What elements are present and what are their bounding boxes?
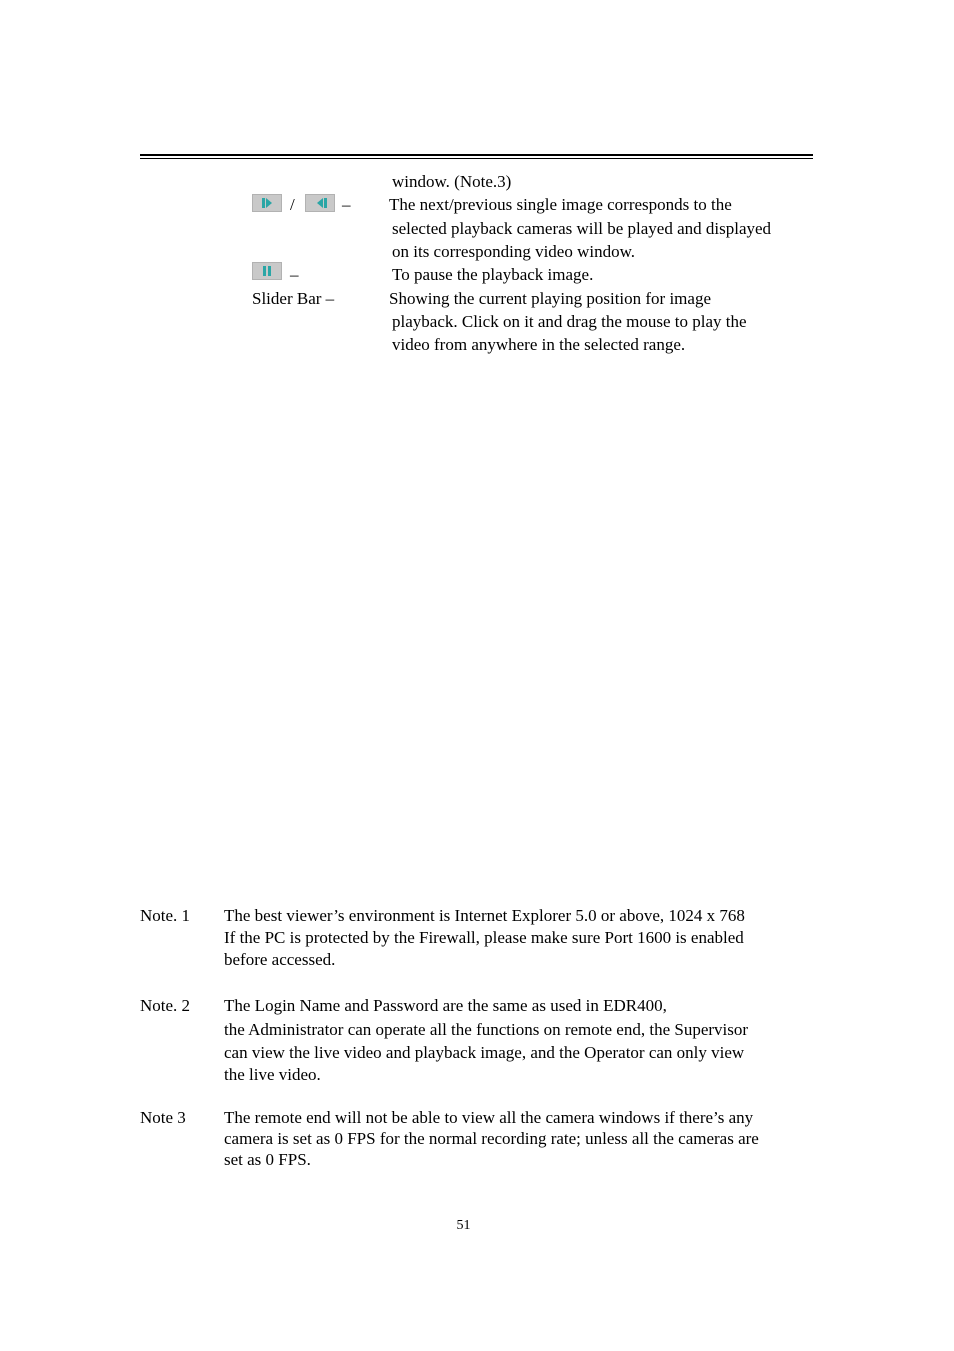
step-description-line-2: selected playback cameras will be played and displayed <box>392 219 772 238</box>
note-2-label: Note. 2 <box>140 996 191 1015</box>
page-number: 51 <box>456 1218 471 1233</box>
step-separator: / <box>290 195 295 214</box>
note-3-line-3: set as 0 FPS. <box>224 1150 311 1169</box>
note-1-line-3: before accessed. <box>224 950 336 969</box>
note-3-line-1: The remote end will not be able to view all the camera windows if there’s any <box>224 1108 754 1127</box>
note-1-line-1: The best viewer’s environment is Internet Explorer 5.0 or above, 1024 x 768 <box>224 906 745 925</box>
pause-description: To pause the playback image. <box>392 265 594 284</box>
note-1-line-2: If the PC is protected by the Firewall, please make sure Port 1600 is enabled <box>224 928 744 947</box>
step-description-line-3: on its corresponding video window. <box>392 242 636 261</box>
pause-dash: – <box>290 265 299 284</box>
note-2-line-2: the Administrator can operate all the functions on remote end, the Supervisor <box>224 1020 749 1039</box>
continued-text: window. (Note.3) <box>392 172 512 191</box>
note-3-line-2: camera is set as 0 FPS for the normal recording rate; unless all the cameras are <box>224 1129 759 1148</box>
slider-description-line-2: playback. Click on it and drag the mouse to play the <box>392 312 747 331</box>
step-dash: – <box>342 195 351 214</box>
slider-description-line-3: video from anywhere in the selected range. <box>392 335 686 354</box>
pause-icon <box>252 262 282 280</box>
note-3-label: Note 3 <box>140 1108 186 1127</box>
note-2-line-4: the live video. <box>224 1065 321 1084</box>
slider-description-line-1: Showing the current playing position for image <box>389 289 711 308</box>
note-1-label: Note. 1 <box>140 906 191 925</box>
note-2-line-3: can view the live video and playback image, and the Operator can only view <box>224 1043 745 1062</box>
step-forward-icon <box>252 194 282 212</box>
header-rule-thin <box>140 158 813 159</box>
step-backward-icon <box>305 194 335 212</box>
step-description-line-1: The next/previous single image corresponds to the <box>389 195 732 214</box>
note-2-line-1: The Login Name and Password are the same as used in EDR400, <box>224 996 667 1015</box>
header-rule-thick <box>140 154 813 156</box>
slider-bar-term: Slider Bar – <box>252 289 335 308</box>
